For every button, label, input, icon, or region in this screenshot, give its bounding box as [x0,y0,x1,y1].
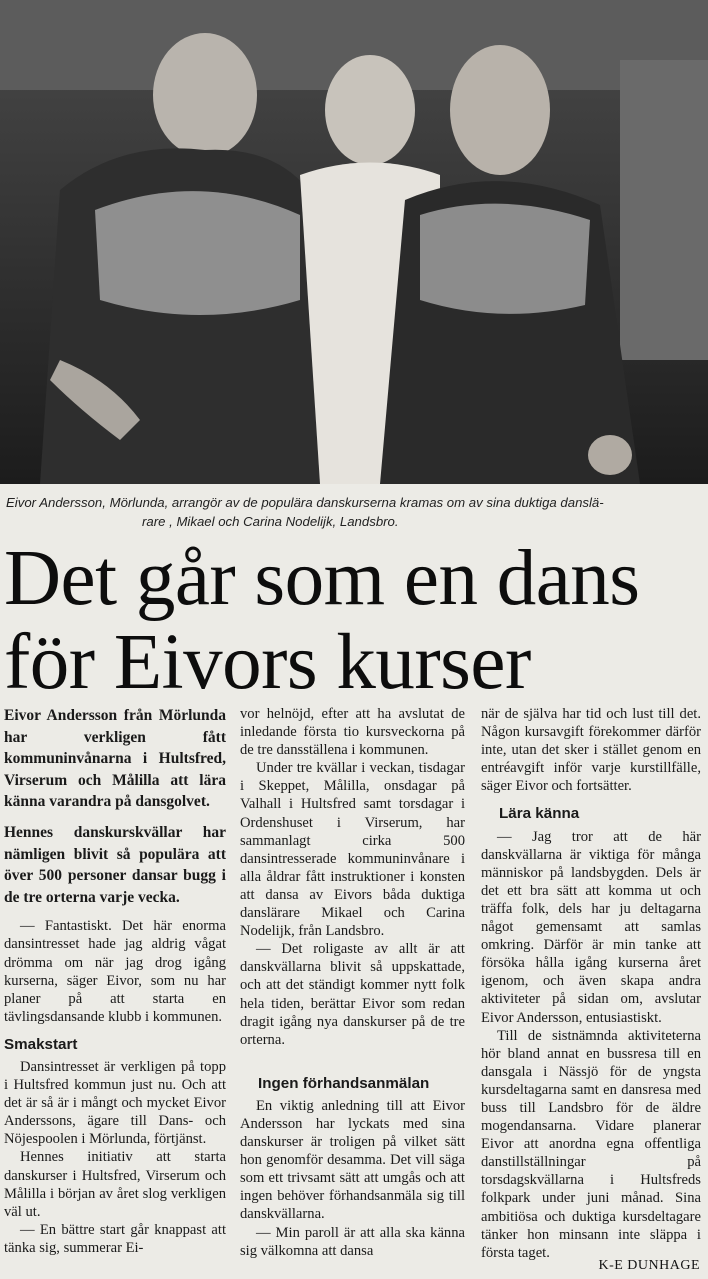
body-paragraph: — En bättre start går knappast att tänka sig, summerar Ei- [4,1221,226,1256]
body-paragraph: — Jag tror att de här danskvällarna är viktiga för många människor på landsbygden. Dels är det ett bra sätt att komma ut och träffa folk, dels har ju deltagarna något gemensamt att samlas omkring. Därför är min tanke att försöka hålla igång kurserna året igenom, och även skapa andra aktiviteter på sidan om, avslutar Eivor Andersson, entusiastiskt. [481,828,701,1026]
caption-line-1: Eivor Andersson, Mörlunda, arrangör av de populära danskurserna kramas om av sina duktiga danslä- [6,495,604,510]
article-column-2 [240,705,465,1260]
ingress-paragraph-1: Eivor Andersson från Mörlunda har verkligen fått kommuninvånarna i Hultsfred, Virserum och Målilla att lära känna varandra på dansgolvet. [4,707,226,811]
body-paragraph: vor helnöjd, efter att ha avslutat de inledande första tio kursveckorna på de tre dansställena i kommunen. [240,706,465,759]
ingress-paragraph-2: Hennes danskurskvällar har nämligen blivit så populära att över 500 personer dansar bugg i de tre orterna varje vecka. [4,823,226,906]
body-paragraph: Hennes initiativ att starta danskurser i Hultsfred, Virserum och Målilla i början av året slog verkligen väl ut. [4,1149,226,1220]
headline-line-1: Det går som en dans [4,535,640,622]
article-column-3 [481,705,701,1262]
body-paragraph: när de själva har tid och lust till det. Någon kursavgift förekommer därför inte, utan det sker i stället genom en entréavgift inför varje kurstillfälle, säger Eivor och fortsätter. [481,706,701,795]
body-paragraph: En viktig anledning till att Eivor Andersson har lyckats med sina danskurser är troligen på vilket sätt hon genomför desamma. Det vill säga som ett trivsamt sätt att umgås och att ingen behöver förhandsanmäla sig till danskvällarna. [240,1097,465,1223]
body-paragraph: — Fantastiskt. Det här enorma dansintresset hade jag aldrig vågat drömma om när jag drog igång kurserna, säger Eivor, som nu har planer på att starta en tävlingsdansande klubb i kommunen. [4,918,226,1025]
subheading-ingen-forhandsanmalan: Ingen förhandsanmälan [258,1074,430,1092]
headline [0,537,708,705]
body-paragraph: Dansintresset är verkligen på topp i Hultsfred kommun just nu. Och att det är så är i mångt och mycket Eivor Anderssons, ägare till Dans- och Nöjespoolen i Mörlunda, förtjänst. [4,1059,226,1148]
headline-line-2: för Eivors kurser [4,619,531,706]
article-column-1 [4,705,226,1257]
subheading-lara-kanna: Lära känna [499,805,580,823]
news-photo [0,0,708,484]
body-paragraph: Till de sistnämnda aktiviteterna hör bland annat en bussresa till en dansgala i Nässjö för de yngsta kursdeltagarna samt en dansresa med buss till Landsbro för de äldre mogendansarna. Vidare planerar Eivor att anordna egna offentliga danstillställningar på torsdagskvällarna i Hultsfreds folkpark under juni månad. Sina ambitiösa och duktiga kursdeltagare tänker hon minsann inte släppa i första taget. [481,1027,701,1261]
body-paragraph: — Det roligaste av allt är att danskvällarna blivit så uppskattade, och att det ständigt kommer nytt folk hela tiden, berättar Eivor som redan dragit igång nya danskurser på de tre orterna. [240,941,465,1048]
caption-line-2: rare , Mikael och Carina Nodelijk, Landsbro. [142,514,399,529]
byline: K-E DUNHAGE [598,1258,700,1273]
subheading-smakstart: Smakstart [4,1035,78,1053]
photo-caption [6,493,704,531]
body-paragraph: — Min paroll är att alla ska känna sig välkomna att dansa [240,1224,465,1259]
photo-illustration [0,0,708,484]
body-paragraph: Under tre kvällar i veckan, tisdagar i Skeppet, Målilla, onsdagar på Valhall i Hultsfred samt torsdagar i Ordenshuset i Virserum, har sammanlagt cirka 500 dansintresserade kommuninvånare i alla åldrar fått instruktioner i konsten att dansa av Eivors båda duktiga danslärare Mikael och Carina Nodelijk, från Landsbro. [240,760,465,940]
